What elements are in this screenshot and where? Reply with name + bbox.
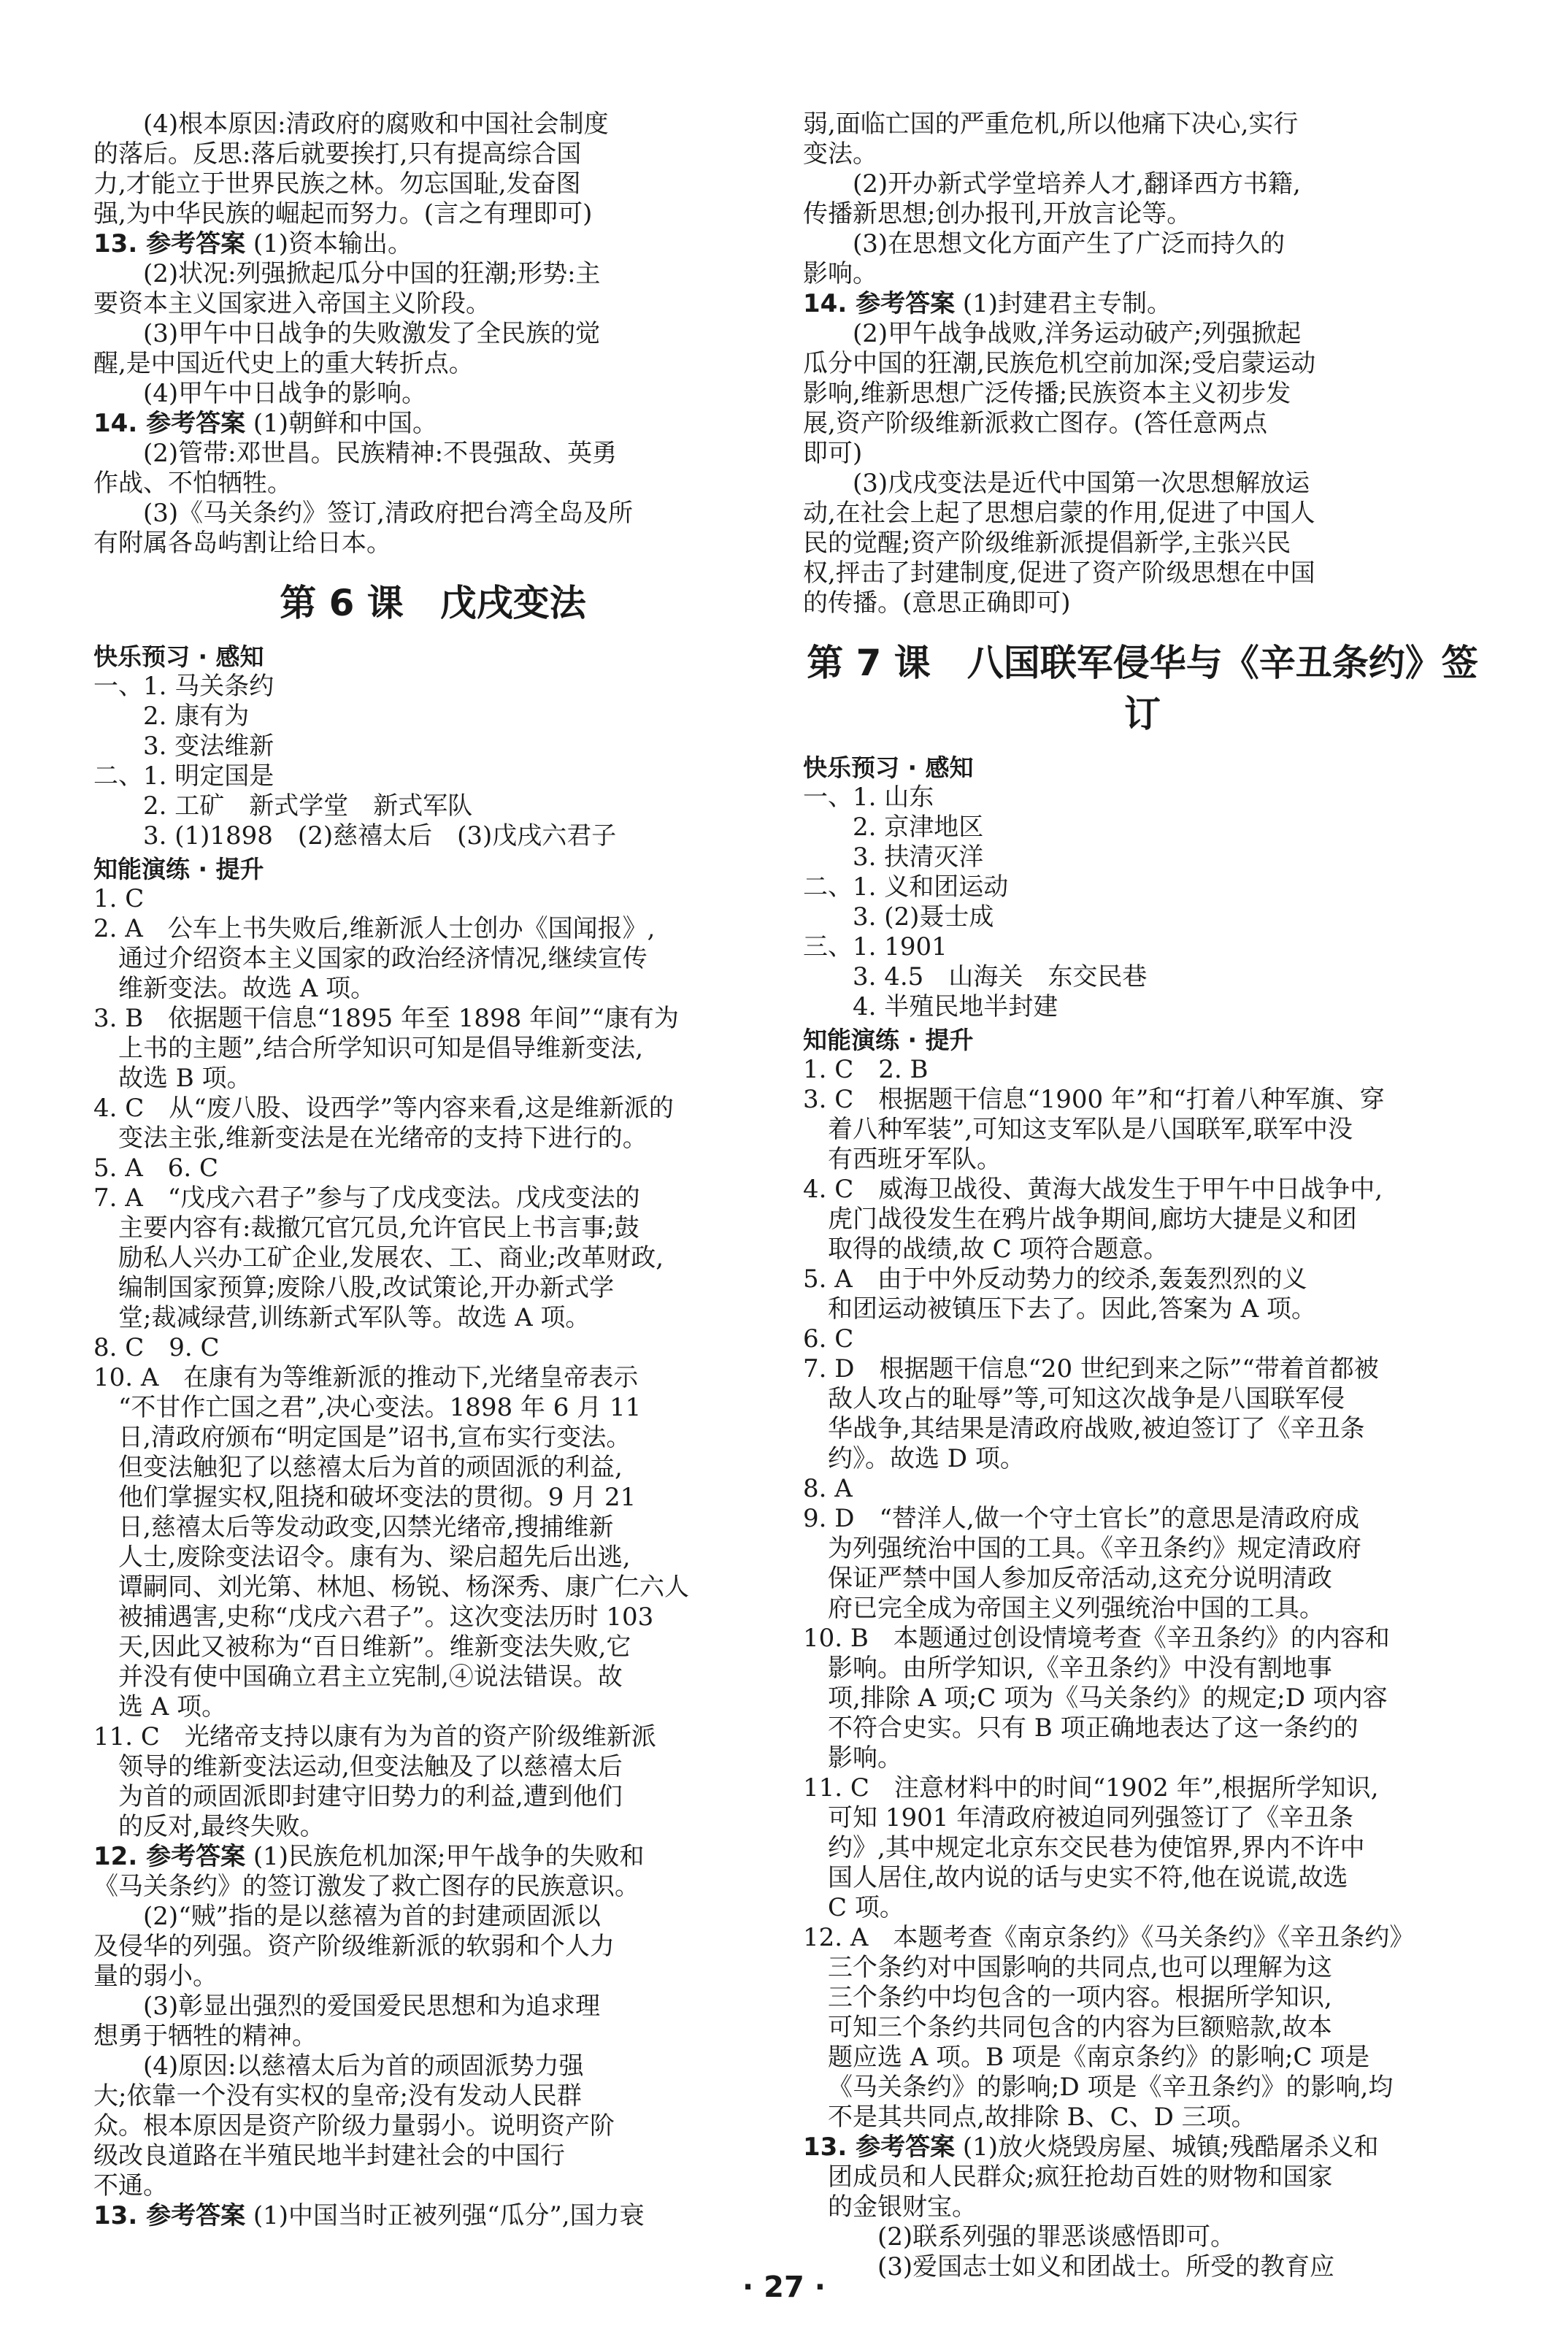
text-line: 保证严禁中国人参加反帝活动,这充分说明清政 xyxy=(828,1564,1332,1593)
text-line: 大;依靠一个没有实权的皇帝;没有发动人民群 xyxy=(93,2081,582,2111)
text-line: 1. C xyxy=(93,884,145,913)
text-line: 天,因此又被称为“百日维新”。维新变法失败,它 xyxy=(118,1632,631,1662)
text-line: 3. 变法维新 xyxy=(143,732,274,761)
section-heading: 快乐预习 · 感知 xyxy=(803,753,974,782)
text-line: 7. A “戊戌六君子”参与了戊戌变法。戊戌变法的 xyxy=(93,1183,640,1213)
text-line: 3. (2)聂士成 xyxy=(853,902,994,932)
text-line: 不通。 xyxy=(93,2171,168,2200)
text-line: 被捕遇害,史称“戊戌六君子”。这次变法历时 103 xyxy=(118,1603,654,1632)
text-line: 的金银财宝。 xyxy=(828,2192,977,2222)
text-line: 12. A 本题考查《南京条约》《马关条约》《辛丑条约》 xyxy=(803,1923,1415,1952)
right-column xyxy=(803,110,1482,2282)
page-number: · 27 · xyxy=(742,2271,826,2304)
text-line: (2)开办新式学堂培养人才,翻译西方书籍, xyxy=(853,169,1301,199)
text-line: (3)爱国志士如义和团战士。所受的教育应 xyxy=(877,2252,1335,2281)
text-line: (3)甲午中日战争的失败激发了全民族的觉 xyxy=(143,319,601,348)
text-line: 5. A 6. C xyxy=(93,1154,219,1183)
section-heading: 快乐预习 · 感知 xyxy=(93,642,264,671)
answer-label: 13. 参考答案 xyxy=(93,229,246,258)
text-line: 4. C 威海卫战役、黄海大战发生于甲午中日战争中, xyxy=(803,1175,1383,1204)
text-line: 维新变法。故选 A 项。 xyxy=(118,974,376,1003)
text-line: 影响,维新思想广泛传播;民族资本主义初步发 xyxy=(803,379,1291,408)
answer-label: 14. 参考答案 xyxy=(803,289,956,318)
text-line: 13. 参考答案 (1)资本输出。 xyxy=(93,229,413,258)
text-line: 14. 参考答案 (1)封建君主专制。 xyxy=(803,289,1172,318)
text-line: 三个条约中均包含的一项内容。根据所学知识, xyxy=(828,1983,1332,2012)
text-line: 变法。 xyxy=(803,139,877,169)
text-line: 2. A 公车上书失败后,维新派人士创办《国闻报》, xyxy=(93,914,656,943)
text-line: 6. C xyxy=(803,1324,854,1354)
text-line: 不符合史实。只有 B 项正确地表达了这一条约的 xyxy=(828,1713,1358,1743)
text-line: (2)甲午战争战败,洋务运动破产;列强掀起 xyxy=(853,319,1302,348)
text-line: 的传播。(意思正确即可) xyxy=(803,588,1071,618)
text-line: 故选 B 项。 xyxy=(118,1064,252,1093)
text-line: 量的弱小。 xyxy=(93,1962,218,1991)
section-heading: 知能演练 · 提升 xyxy=(803,1026,974,1054)
text-line: 10. A 在康有为等维新派的推动下,光绪皇帝表示 xyxy=(93,1363,639,1392)
text-line: 9. D “替洋人,做一个守土官长”的意思是清政府成 xyxy=(803,1504,1360,1533)
text-line: 人士,废除变法诏令。康有为、梁启超先后出逃, xyxy=(118,1543,631,1572)
text-line: 谭嗣同、刘光第、林旭、杨锐、杨深秀、康广仁六人 xyxy=(118,1573,689,1602)
text-line: (3)戊戌变法是近代中国第一次思想解放运 xyxy=(853,469,1310,498)
text-line: (4)原因:以慈禧太后为首的顽固派势力强 xyxy=(143,2051,584,2081)
text-line: 团成员和人民群众;疯狂抢劫百姓的财物和国家 xyxy=(828,2162,1333,2192)
text-line: 上书的主题”,结合所学知识可知是倡导维新变法, xyxy=(118,1034,643,1063)
text-line: 3. (1)1898 (2)慈禧太后 (3)戊戌六君子 xyxy=(143,821,617,851)
text-line: 国人居住,故内说的话与史实不符,他在说谎,故选 xyxy=(828,1863,1348,1892)
text-line: (3)《马关条约》签订,清政府把台湾全岛及所 xyxy=(143,499,633,528)
text-line: 项,排除 A 项;C 项为《马关条约》的规定;D 项内容 xyxy=(828,1684,1388,1713)
text-line: 要资本主义国家进入帝国主义阶段。 xyxy=(93,289,491,318)
text-line: 二、1. 明定国是 xyxy=(93,761,274,791)
text-line: 并没有使中国确立君主立宪制,④说法错误。故 xyxy=(118,1662,623,1692)
text-line: 13. 参考答案 (1)放火烧毁房屋、城镇;残酷屠杀义和 xyxy=(803,2133,1379,2162)
text-line: 民的觉醒;资产阶级维新派提倡新学,主张兴民 xyxy=(803,529,1291,558)
text-line: 5. A 由于中外反动势力的绞杀,轰轰烈烈的义 xyxy=(803,1264,1307,1294)
text-line: 《马关条约》的影响;D 项是《辛丑条约》的影响,均 xyxy=(828,2073,1394,2102)
text-line: 2. 京津地区 xyxy=(853,813,984,842)
text-line: 变法主张,维新变法是在光绪帝的支持下进行的。 xyxy=(118,1124,647,1153)
text-line: (2)联系列强的罪恶谈感悟即可。 xyxy=(877,2222,1236,2252)
text-line: 即可) xyxy=(803,439,863,468)
lesson-title: 第 7 课 八国联军侵华与《辛丑条约》签订 xyxy=(807,642,1478,735)
text-line: (3)彰显出强烈的爱国爱民思想和为追求理 xyxy=(143,1992,601,2021)
text-line: 一、1. 山东 xyxy=(803,783,934,812)
text-line: 三、1. 1901 xyxy=(803,932,948,962)
text-line: 可知三个条约共同包含的内容为巨额赔款,故本 xyxy=(828,2013,1332,2042)
text-line: 3. C 根据题干信息“1900 年”和“打着八种军旗、穿 xyxy=(803,1085,1385,1114)
text-line: 权,抨击了封建制度,促进了资产阶级思想在中国 xyxy=(803,559,1315,588)
text-line: 13. 参考答案 (1)中国当时正被列强“瓜分”,国力衰 xyxy=(93,2201,645,2230)
text-line: 想勇于牺牲的精神。 xyxy=(93,2022,317,2051)
text-line: 可知 1901 年清政府被迫同列强签订了《辛丑条 xyxy=(828,1803,1354,1832)
text-line: 7. D 根据题干信息“20 世纪到来之际”“带着首都被 xyxy=(803,1354,1379,1383)
text-line: 有西班牙军队。 xyxy=(828,1145,1002,1174)
text-line: 级改良道路在半殖民地半封建社会的中国行 xyxy=(93,2141,565,2170)
text-line: 14. 参考答案 (1)朝鲜和中国。 xyxy=(93,409,438,438)
text-line: 3. B 依据题干信息“1895 年至 1898 年间”“康有为 xyxy=(93,1004,679,1033)
text-line: 3. 4.5 山海关 东交民巷 xyxy=(853,962,1148,991)
text-line: 日,清政府颁布“明定国是”诏书,宣布实行变法。 xyxy=(118,1423,631,1452)
text-line: 华战争,其结果是清政府战败,被迫签订了《辛丑条 xyxy=(828,1414,1365,1443)
text-line: 励私人兴办工矿企业,发展农、工、商业;改革财政, xyxy=(118,1243,664,1273)
text-line: 瓜分中国的狂潮,民族危机空前加深;受启蒙运动 xyxy=(803,349,1316,378)
text-line: (4)根本原因:清政府的腐败和中国社会制度 xyxy=(143,110,609,139)
text-line: 着八种军装”,可知这支军队是八国联军,联军中没 xyxy=(828,1115,1353,1144)
text-line: 选 A 项。 xyxy=(118,1692,227,1722)
text-line: 影响。由所学知识,《辛丑条约》中没有割地事 xyxy=(828,1654,1332,1683)
text-line: 1. C 2. B xyxy=(803,1055,929,1084)
text-line: 不是其共同点,故排除 B、C、D 三项。 xyxy=(828,2103,1256,2132)
text-line: 8. A xyxy=(803,1474,853,1503)
text-line: 弱,面临亡国的严重危机,所以他痛下决心,实行 xyxy=(803,110,1299,139)
text-line: 约》,其中规定北京东交民巷为使馆界,界内不许中 xyxy=(828,1833,1365,1862)
lesson-title: 第 6 课 戊戌变法 xyxy=(280,582,586,624)
text-line: “不甘作亡国之君”,决心变法。1898 年 6 月 11 xyxy=(118,1393,642,1422)
text-line: C 项。 xyxy=(828,1893,904,1922)
text-line: 有附属各岛屿割让给日本。 xyxy=(93,529,391,558)
text-line: 展,资产阶级维新派救亡图存。(答任意两点 xyxy=(803,409,1268,438)
text-line: 但变法触犯了以慈禧太后为首的顽固派的利益, xyxy=(118,1453,623,1482)
text-line: (2)管带:邓世昌。民族精神:不畏强敌、英勇 xyxy=(143,439,618,468)
text-line: 为列强统治中国的工具。《辛丑条约》规定清政府 xyxy=(828,1534,1361,1563)
text-line: 影响。 xyxy=(803,259,877,288)
text-line: 通过介绍资本主义国家的政治经济情况,继续宣传 xyxy=(118,944,647,973)
text-line: 的落后。反思:落后就要挨打,只有提高综合国 xyxy=(93,139,582,169)
text-line: 3. 扶清灭洋 xyxy=(853,842,984,872)
text-line: 的反对,最终失败。 xyxy=(118,1812,325,1841)
text-line: 约》。故选 D 项。 xyxy=(828,1444,1025,1473)
text-line: 领导的维新变法运动,但变法触及了以慈禧太后 xyxy=(118,1752,623,1781)
text-line: 他们掌握实权,阻挠和破坏变法的贯彻。9 月 21 xyxy=(118,1483,637,1512)
text-line: 11. C 光绪帝支持以康有为为首的资产阶级维新派 xyxy=(93,1722,656,1751)
answer-label: 12. 参考答案 xyxy=(93,1842,246,1871)
text-line: 取得的战绩,故 C 项符合题意。 xyxy=(828,1235,1169,1264)
text-line: 二、1. 义和团运动 xyxy=(803,872,1009,902)
section-heading: 知能演练 · 提升 xyxy=(93,855,264,883)
text-line: (3)在思想文化方面产生了广泛而持久的 xyxy=(853,229,1285,258)
answer-label: 13. 参考答案 xyxy=(803,2133,956,2162)
text-line: 11. C 注意材料中的时间“1902 年”,根据所学知识, xyxy=(803,1773,1379,1803)
text-line: 主要内容有:裁撤冗官冗员,允许官民上书言事;鼓 xyxy=(118,1213,639,1243)
text-line: 堂;裁减绿营,训练新式军队等。故选 A 项。 xyxy=(118,1303,591,1332)
text-line: 作战、不怕牺牲。 xyxy=(93,469,292,498)
text-line: 府已完全成为帝国主义列强统治中国的工具。 xyxy=(828,1594,1324,1623)
text-line: 醒,是中国近代史上的重大转折点。 xyxy=(93,349,474,378)
left-column xyxy=(93,110,772,2231)
text-line: 及侵华的列强。资产阶级维新派的软弱和个人力 xyxy=(93,1932,615,1961)
text-line: 编制国家预算;废除八股,改试策论,开办新式学 xyxy=(118,1273,615,1302)
text-line: 虎门战役发生在鸦片战争期间,廊坊大捷是义和团 xyxy=(828,1205,1357,1234)
text-line: 8. C 9. C xyxy=(93,1333,220,1362)
text-line: 动,在社会上起了思想启蒙的作用,促进了中国人 xyxy=(803,499,1315,528)
text-line: (2)“贼”指的是以慈禧为首的封建顽固派以 xyxy=(143,1902,601,1931)
text-line: 2. 康有为 xyxy=(143,702,250,731)
text-line: 强,为中华民族的崛起而努力。(言之有理即可) xyxy=(93,199,593,229)
text-line: 10. B 本题通过创设情境考查《辛丑条约》的内容和 xyxy=(803,1624,1390,1653)
text-line: 4. 半殖民地半封建 xyxy=(853,992,1058,1021)
text-line: 和团运动被镇压下去了。因此,答案为 A 项。 xyxy=(828,1294,1316,1324)
text-line: 众。根本原因是资产阶级力量弱小。说明资产阶 xyxy=(93,2111,615,2141)
text-line: 敌人攻占的耻辱”等,可知这次战争是八国联军侵 xyxy=(828,1384,1345,1413)
text-line: (2)状况:列强掀起瓜分中国的狂潮;形势:主 xyxy=(143,259,601,288)
answer-label: 14. 参考答案 xyxy=(93,409,246,438)
text-line: 12. 参考答案 (1)民族危机加深;甲午战争的失败和 xyxy=(93,1842,645,1871)
text-line: 为首的顽固派即封建守旧势力的利益,遭到他们 xyxy=(118,1782,623,1811)
text-line: 2. 工矿 新式学堂 新式军队 xyxy=(143,791,473,821)
text-line: (4)甲午中日战争的影响。 xyxy=(143,379,427,408)
text-line: 题应选 A 项。B 项是《南京条约》的影响;C 项是 xyxy=(828,2043,1370,2072)
text-line: 影响。 xyxy=(828,1743,902,1773)
text-line: 传播新思想;创办报刊,开放言论等。 xyxy=(803,199,1192,229)
answer-label: 13. 参考答案 xyxy=(93,2201,246,2230)
text-line: 日,慈禧太后等发动政变,囚禁光绪帝,搜捕维新 xyxy=(118,1513,614,1542)
text-line: 一、1. 马关条约 xyxy=(93,672,274,701)
text-line: 三个条约对中国影响的共同点,也可以理解为这 xyxy=(828,1953,1332,1982)
text-line: 力,才能立于世界民族之林。勿忘国耻,发奋图 xyxy=(93,169,581,199)
text-line: 4. C 从“废八股、设西学”等内容来看,这是维新派的 xyxy=(93,1094,674,1123)
text-line: 《马关条约》的签订激发了救亡图存的民族意识。 xyxy=(93,1872,639,1901)
